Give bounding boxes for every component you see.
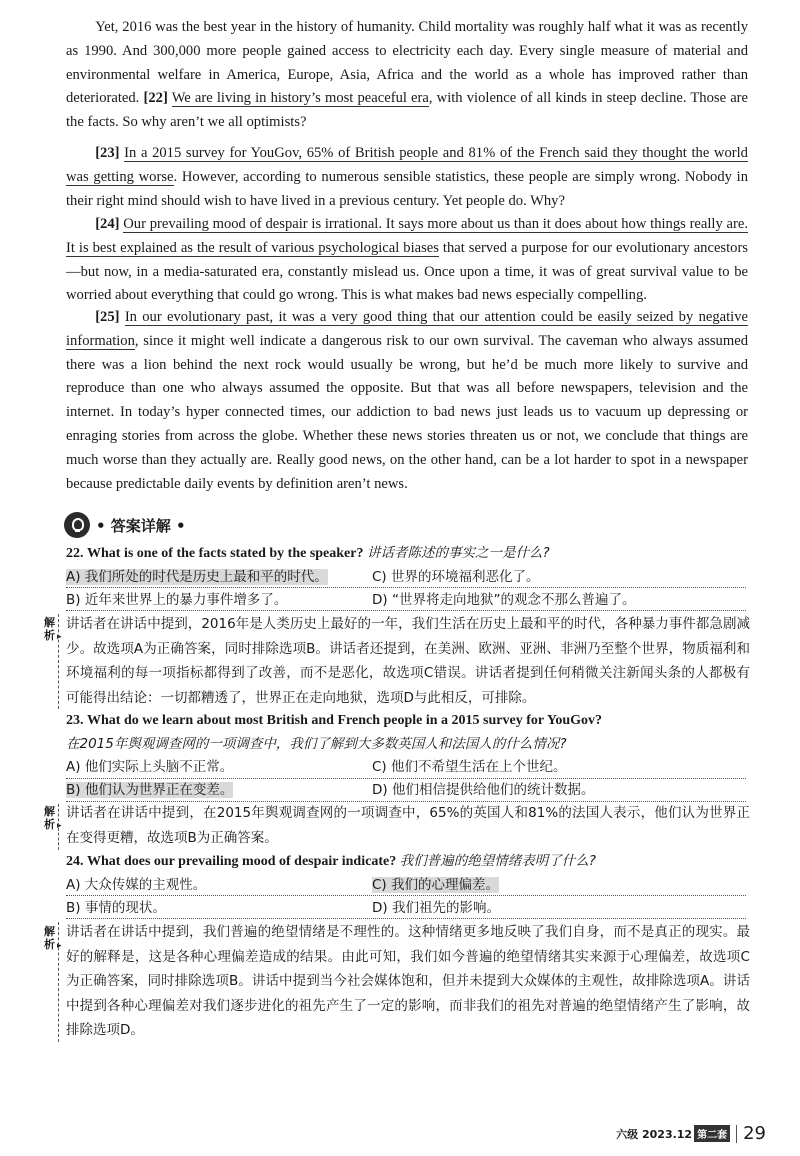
q22-english: What is one of the facts stated by the speaker? xyxy=(87,546,364,561)
p4-text-after: , since it might well indicate a dangerous risk to our own survival. The caveman who always assumed there was a lion behind the next rock would usually be wrong, but he’d be much more likely to survive and reproduce than one who always assumed the opposite. But that was all before newspapers, television and the internet. In today’s hyper connected times, our addiction to bad news just leads us to vacuum up depressing or enraging stories from across the globe. Whether these news stories threaten us or not, we conclude that things are much worse than they actually are. Really good news, on the other hand, can be a lot harder to spot in a newspaper because predictable daily events by definition aren’t news. xyxy=(66,332,748,492)
q22-analysis-tag: 解析 ▸ xyxy=(44,616,62,642)
q24-option-c: C) 我们的心理偏差。 xyxy=(372,877,499,893)
p2-text-after: . However, according to numerous sensible statistics, these people are simply wrong. Nobody in their right mind should wish to have lived in a previous century. Yet people do. Why? xyxy=(66,168,748,209)
p1-underlined: We are living in history’s most peaceful era xyxy=(171,90,429,107)
q23-analysis-tag: 解析 ▸ xyxy=(44,805,62,831)
passage-paragraph-1 xyxy=(66,16,748,135)
q22-option-c: C) 世界的环境福利恶化了。 xyxy=(372,569,540,585)
q22-analysis-border xyxy=(58,614,59,709)
q23-chinese-line xyxy=(66,734,756,755)
p4-underlined: In our evolutionary past, it was a very good thing that our attention could be easily seized by negative information xyxy=(66,309,748,349)
q22-chinese: 讲话者陈述的事实之一是什么? xyxy=(366,545,550,561)
footer-issue: 第二套 xyxy=(694,1125,730,1142)
q23-analysis-border xyxy=(58,804,59,850)
p3-underlined: Our prevailing mood of despair is irrational. It says more about us than it does about how things really are. It is best explained as the result of various psychological biases xyxy=(66,216,748,256)
q22-option-a: A) 我们所处的时代是历史上最和平的时代。 xyxy=(66,569,328,585)
q22-option-d: D) “世界将走向地狱”的观念不那么普遍了。 xyxy=(372,592,636,608)
q23-option-d: D) 他们相信提供给他们的统计数据。 xyxy=(372,782,595,798)
p1-text-after: , with violence of all kinds in steep decline. Those are the facts. So why aren’t we all optimists? xyxy=(66,90,749,131)
q23-english: What do we learn about most British and French people in a 2015 survey for YouGov? xyxy=(87,713,603,728)
q24-english: What does our prevailing mood of despair indicate? xyxy=(87,854,397,869)
passage-paragraph-2 xyxy=(66,142,748,213)
q22-divider xyxy=(66,587,746,588)
page-footer xyxy=(616,1123,766,1144)
q22-number: 22. xyxy=(66,546,84,561)
question-24 xyxy=(66,851,756,872)
page-number: 29 xyxy=(743,1123,766,1144)
passage-paragraph-4 xyxy=(66,306,748,496)
q22-option-b: B) 近年来世界上的暴力事件增多了。 xyxy=(66,592,288,608)
answer-section-header xyxy=(64,512,186,538)
p3-text-after: that served a purpose for our evolutionary ancestors—but now, in a media-saturated era, constantly mislead us. Once upon a time, it was of great survival value to be worried about everything that could go wrong. This is what makes bad news especially compelling. xyxy=(66,239,748,304)
footer-label: 六级 2023.12 xyxy=(616,1127,693,1141)
q23-chinese: 在2015年舆观调查网的一项调查中，我们了解到大多数英国人和法国人的什么情况? xyxy=(66,736,567,752)
q24-option-d: D) 我们祖先的影响。 xyxy=(372,900,500,916)
footer-separator xyxy=(736,1125,737,1143)
answer-section-title: • 答案详解 • xyxy=(96,516,186,535)
q23-option-c: C) 他们不希望生活在上个世纪。 xyxy=(372,759,567,775)
q24-analysis-border xyxy=(58,922,59,1042)
q23-analysis: 讲话者在讲话中提到，在2015年舆观调查网的一项调查中，65%的英国人和81%的法国人表示，他们认为世界正在变得更糟，故选项B为正确答案。 xyxy=(66,805,750,846)
p1-question-number: [22] xyxy=(143,90,168,107)
q24-number: 24. xyxy=(66,854,84,869)
q24-divider-2 xyxy=(66,918,746,919)
q23-option-b: B) 他们认为世界正在变差。 xyxy=(66,782,234,798)
q23-divider xyxy=(66,778,746,779)
q23-option-a: A) 他们实际上头脑不正常。 xyxy=(66,759,234,775)
p3-question-number: [24] xyxy=(95,216,120,232)
p1-text-before: Yet, 2016 was the best year in the history of humanity. Child mortality was roughly half what it was as recently as 1990. And 300,000 more people gained access to electricity each day. Every single measure of material and environmental welfare in America, Europe, Asia, Africa and the world as a whole has improved rather than deteriorated. xyxy=(66,19,748,107)
question-22 xyxy=(66,543,756,564)
q22-divider-2 xyxy=(66,610,746,611)
p2-question-number: [23] xyxy=(95,145,120,161)
lightbulb-icon xyxy=(64,512,90,538)
question-23 xyxy=(66,711,756,731)
p2-underlined: In a 2015 survey for YouGov, 65% of British people and 81% of the French said they thought the world was getting worse xyxy=(66,145,748,185)
q22-analysis: 讲话者在讲话中提到，2016年是人类历史上最好的一年，我们生活在历史上最和平的时代，各种暴力事件都急剧减少。故选项A为正确答案，同时排除选项B。讲话者还提到，在美洲、欧洲、亚洲、非洲乃至整个世界，物质福利和环境福利的每一项指标都得到了改善，而不是恶化，故选项C错误。讲话者提到任何稍微关注新闻头条的人都极有可能得出结论：一切都糟透了，世界正在走向地狱，选项D与此相反，可排除。 xyxy=(66,616,750,706)
q24-analysis: 讲话者在讲话中提到，我们普遍的绝望情绪是不理性的。这种情绪更多地反映了我们自身，而不是真正的现实。最好的解释是，这是各种心理偏差造成的结果。由此可知，我们如今普遍的绝望情绪其实来源于心理偏差，故选项C为正确答案，同时排除选项B。讲话中提到当今社会媒体饱和，但并未提到大众媒体的主观性，故排除选项A。讲话中提到各种心理偏差对我们逐步进化的祖先产生了一定的影响，而非我们的祖先对普遍的绝望情绪产生了影响，故排除选项D。 xyxy=(66,924,750,1038)
q24-option-b: B) 事情的现状。 xyxy=(66,900,166,916)
p4-question-number: [25] xyxy=(95,309,120,325)
q24-analysis-tag: 解析 ▸ xyxy=(44,925,62,951)
passage-paragraph-3 xyxy=(66,213,748,308)
q23-number: 23. xyxy=(66,713,84,728)
q24-option-a: A) 大众传媒的主观性。 xyxy=(66,877,207,893)
q24-chinese: 我们普遍的绝望情绪表明了什么? xyxy=(399,853,596,869)
q24-divider xyxy=(66,895,746,896)
